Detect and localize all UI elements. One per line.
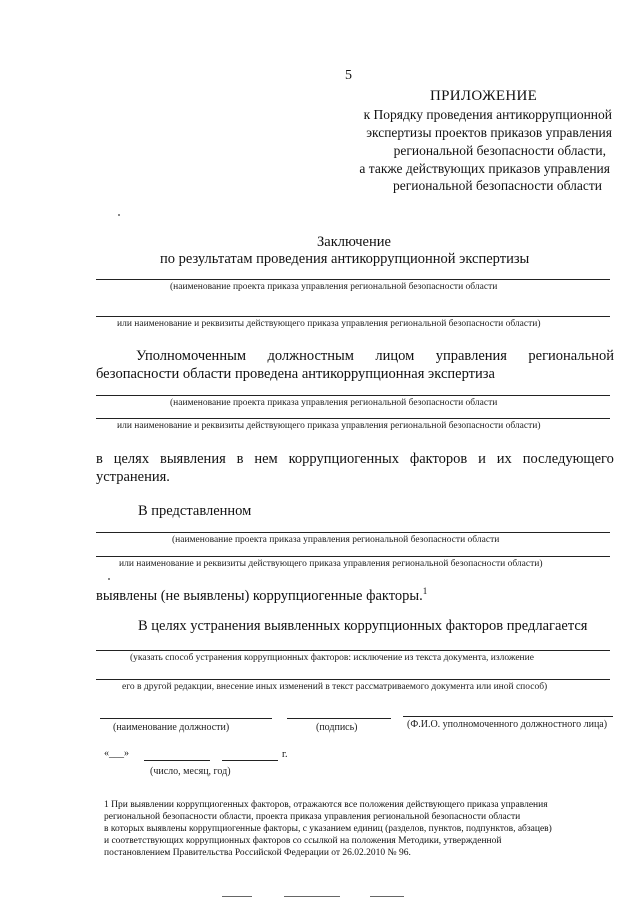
word: их bbox=[496, 451, 512, 467]
fill-line bbox=[96, 418, 610, 419]
appendix-title: ПРИЛОЖЕНИЕ bbox=[430, 88, 538, 104]
date-month-line bbox=[144, 760, 210, 761]
page-number: 5 bbox=[345, 68, 352, 83]
paragraph-4 bbox=[96, 586, 427, 605]
field-caption: или наименование и реквизиты действующего приказа управления региональной безопасности области) bbox=[117, 421, 541, 431]
appendix-line: региональной безопасности области, bbox=[393, 143, 606, 158]
word: лицом bbox=[375, 348, 415, 364]
paragraph-5: В целях устранения выявленных коррупционных факторов предлагается bbox=[138, 618, 588, 634]
position-caption: (наименование должности) bbox=[113, 722, 230, 733]
signature-line bbox=[287, 718, 391, 719]
word: управления bbox=[435, 348, 507, 364]
date-caption: (число, месяц, год) bbox=[150, 766, 231, 777]
footnote-line: 1 При выявлении коррупциогенных факторов, отражаются все положения действующего приказа управления bbox=[104, 800, 548, 810]
paragraph-3: В представленном bbox=[138, 503, 252, 519]
paragraph-2-line-2: устранения. bbox=[96, 469, 170, 485]
fill-line bbox=[96, 316, 610, 317]
date-year-suffix: г. bbox=[282, 749, 288, 760]
position-line bbox=[100, 718, 272, 719]
word: Уполномоченным bbox=[136, 348, 246, 364]
signature-caption: (подпись) bbox=[316, 722, 358, 733]
field-caption: или наименование и реквизиты действующего приказа управления региональной безопасности области) bbox=[117, 319, 541, 329]
date-day: «___» bbox=[104, 748, 129, 759]
appendix-line: экспертизы проектов приказов управления bbox=[366, 125, 612, 140]
name-line bbox=[403, 716, 613, 717]
scan-speck bbox=[108, 578, 110, 580]
name-caption: (Ф.И.О. уполномоченного должностного лица) bbox=[407, 719, 608, 730]
footnote-mark: 1 bbox=[422, 586, 428, 596]
paragraph-4-text: выявлены (не выявлены) коррупциогенные факторы. bbox=[96, 587, 423, 604]
field-caption: (наименование проекта приказа управления региональной безопасности области bbox=[172, 535, 500, 545]
footnote-line: постановлением Правительства Российской Федерации от 26.02.2010 № 96. bbox=[104, 848, 411, 858]
date-year-line bbox=[222, 760, 278, 761]
field-caption: (наименование проекта приказа управления региональной безопасности области bbox=[170, 398, 498, 408]
fill-line bbox=[96, 395, 610, 396]
appendix-line: а также действующих приказов управления bbox=[359, 161, 610, 176]
paragraph-1-line-2: безопасности области проведена антикоррупционная экспертиза bbox=[96, 366, 495, 382]
appendix-line: региональной безопасности области bbox=[392, 178, 602, 193]
field-caption: его в другой редакции, внесение иных изменений в текст рассматриваемого документа или иной способ) bbox=[122, 682, 548, 692]
word: в bbox=[96, 451, 103, 467]
document-subtitle: по результатам проведения антикоррупционной экспертизы bbox=[160, 251, 530, 267]
scan-mark bbox=[284, 896, 340, 897]
fill-line bbox=[96, 650, 610, 651]
word: последующего bbox=[522, 451, 614, 467]
word: региональной bbox=[528, 348, 614, 364]
paragraph-1-line-1 bbox=[96, 348, 614, 365]
fill-line bbox=[96, 556, 610, 557]
paragraph-2-line-1 bbox=[96, 451, 614, 468]
word: нем bbox=[254, 451, 278, 467]
footnote-line: и соответствующих коррупционных факторов со ссылкой на положения Методики, утвержденной bbox=[104, 836, 502, 846]
word: в bbox=[236, 451, 244, 467]
word: выявления bbox=[159, 451, 226, 467]
footnote-line: в которых выявлены коррупциогенные факторы, с указанием единиц (разделов, пунктов, подпунктов, абзацев) bbox=[104, 824, 552, 834]
fill-line bbox=[96, 679, 610, 680]
scan-speck bbox=[118, 214, 120, 216]
scan-mark bbox=[222, 896, 252, 897]
footnote-line: региональной безопасности области, проекта приказа управления региональной безопасности области bbox=[104, 812, 521, 822]
word: факторов bbox=[409, 451, 468, 467]
field-caption: (указать способ устранения коррупционных факторов: исключение из текста документа, изложение bbox=[130, 653, 534, 663]
word: должностным bbox=[267, 348, 354, 364]
field-caption: или наименование и реквизиты действующего приказа управления региональной безопасности области) bbox=[119, 559, 543, 569]
word: и bbox=[478, 451, 486, 467]
document-title: Заключение bbox=[317, 234, 391, 250]
word: коррупциогенных bbox=[288, 451, 399, 467]
scan-mark bbox=[370, 896, 404, 897]
fill-line bbox=[96, 279, 610, 280]
field-caption: (наименование проекта приказа управления региональной безопасности области bbox=[170, 282, 498, 292]
word: целях bbox=[113, 451, 150, 467]
fill-line bbox=[96, 532, 610, 533]
appendix-line: к Порядку проведения антикоррупционной bbox=[363, 107, 612, 122]
